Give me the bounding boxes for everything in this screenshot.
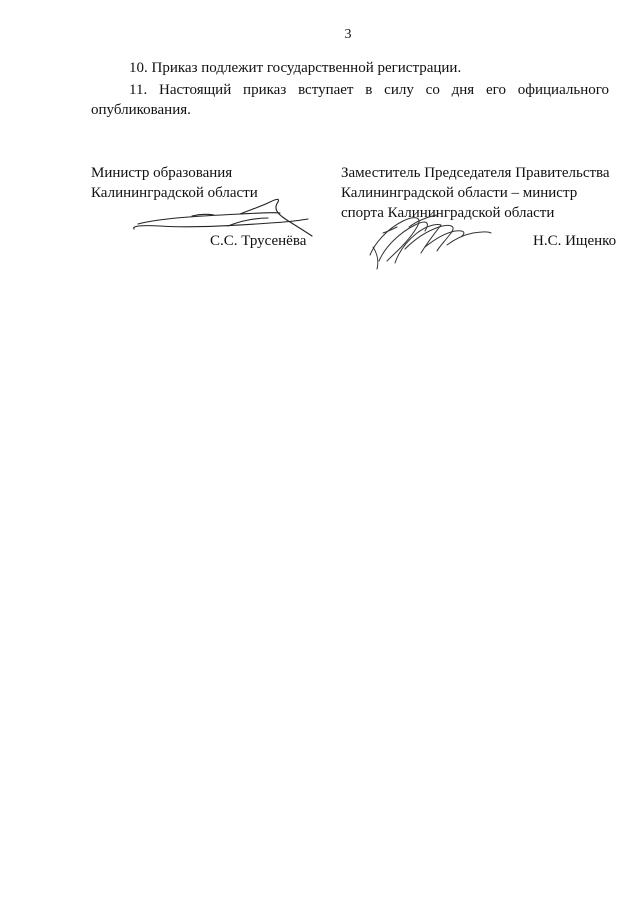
signatory-right-title-line: спорта Калининградской области [341,205,555,221]
page-number: 3 [344,27,352,42]
signature-right [365,203,495,273]
signatory-right-name: Н.С. Ищенко [533,233,617,249]
signatory-right-title-line: Заместитель Председателя Правительства [341,165,610,181]
paragraph-11: 11. Настоящий приказ вступает в силу со дня его официального опубликования. [91,82,609,118]
signatory-left-title-line: Калининградской области [91,185,258,201]
paragraph-10: 10. Приказ подлежит государственной регистрации. [129,60,462,76]
signatory-left-title-line: Министр образования [91,165,233,181]
signatory-right-title-line: Калининградской области – министр [341,185,578,201]
signatory-left-name: С.С. Трусенёва [210,233,307,249]
document-body [91,58,609,122]
